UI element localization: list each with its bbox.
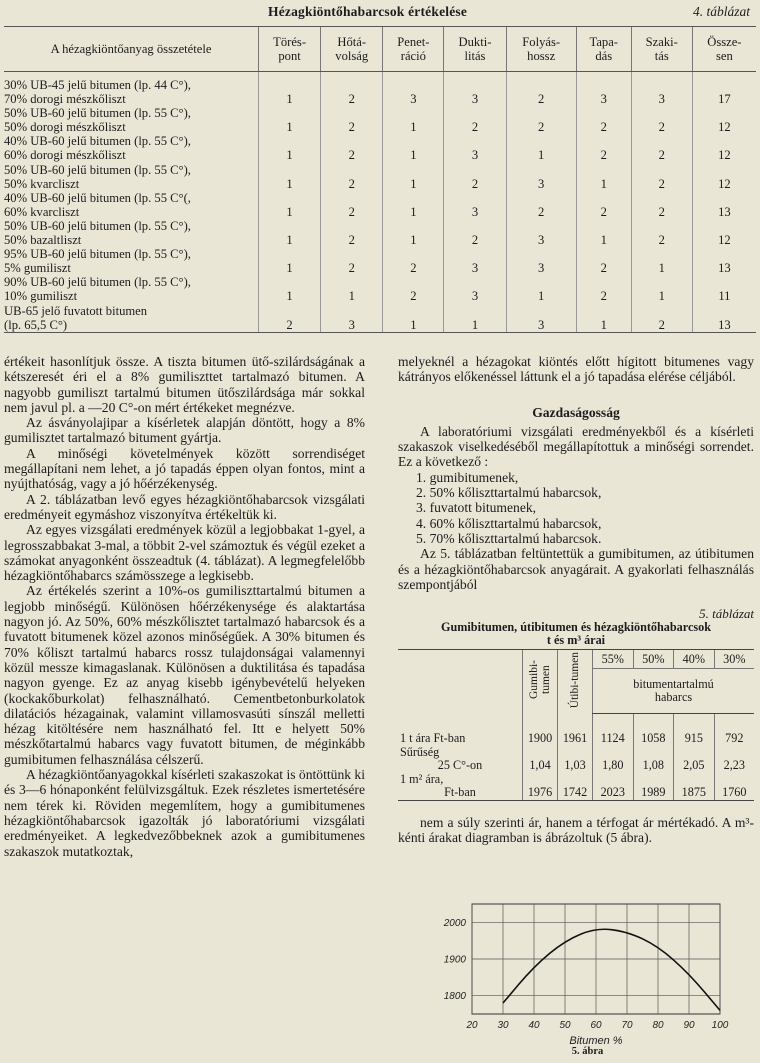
composition-line-2: 50% dorogi mészkőliszt bbox=[4, 120, 126, 135]
score-cell: 2 bbox=[576, 275, 631, 303]
composition-line-2: (lp. 65,5 C°) bbox=[4, 317, 68, 332]
price-cell: 1,08 bbox=[633, 759, 674, 773]
price-cell: 2,05 bbox=[674, 759, 715, 773]
chart-caption: 5. ábra bbox=[571, 1046, 604, 1057]
table-row bbox=[4, 219, 756, 247]
score-cell: 1 bbox=[444, 304, 506, 333]
score-cell: 2 bbox=[383, 275, 444, 303]
table-row bbox=[398, 773, 754, 787]
table5-header-pct-2: 40% bbox=[674, 650, 715, 669]
x-axis-label: Bitumen % bbox=[569, 1035, 623, 1046]
score-cell: 1 bbox=[631, 247, 692, 275]
right-text-column bbox=[398, 354, 754, 846]
x-tick-label: 40 bbox=[528, 1020, 540, 1031]
composition-line-1: 50% UB-60 jelű bitumen (lp. 55 C°), bbox=[4, 162, 191, 177]
score-cell: 2 bbox=[383, 247, 444, 275]
score-cell: 2 bbox=[506, 106, 576, 134]
score-cell: 2 bbox=[321, 163, 383, 191]
price-cell bbox=[714, 746, 754, 760]
composition-cell bbox=[4, 134, 259, 162]
score-cell: 11 bbox=[692, 275, 756, 303]
price-cell: 1,04 bbox=[523, 759, 558, 773]
right-after-table-paragraph: nem a súly szerinti ár, hanem a térfogat ár mértékadó. A m³-kénti árakat diagramban is ábrázoltuk (5 ábra). bbox=[398, 814, 754, 846]
score-cell: 1 bbox=[321, 275, 383, 303]
price-cell: 915 bbox=[674, 714, 715, 746]
table5-number: 5. táblázat bbox=[699, 606, 754, 622]
quality-order-list bbox=[398, 470, 754, 546]
score-cell: 3 bbox=[444, 72, 506, 107]
table-row bbox=[398, 746, 754, 760]
score-cell: 1 bbox=[576, 163, 631, 191]
price-cell: 1976 bbox=[523, 786, 558, 800]
score-cell: 1 bbox=[576, 304, 631, 333]
table4-title: Hézagkiöntőhabarcsok értékelése bbox=[268, 4, 468, 19]
price-cell: 1,03 bbox=[558, 759, 593, 773]
price-cell bbox=[593, 773, 634, 787]
left-paragraph-1: Az ásványolajipar a kísérletek alapján döntött, hogy a 8% gumilisztet tartalmazó bitument gyártja. bbox=[4, 415, 365, 446]
price-cell bbox=[558, 773, 593, 787]
score-cell: 2 bbox=[444, 219, 506, 247]
table4-header-row bbox=[4, 27, 756, 72]
score-cell: 3 bbox=[444, 275, 506, 303]
list-item: 5. 70% kőliszttartalmú habarcsok. bbox=[416, 530, 602, 546]
table5 bbox=[398, 649, 754, 801]
price-cell: 1,80 bbox=[593, 759, 634, 773]
price-cell bbox=[558, 746, 593, 760]
left-paragraph-3: A 2. táblázatban levő egyes hézagkiöntőhabarcsok vizsgálati eredményeit egymáshoz viszonyítva értékeltük ki. bbox=[4, 491, 365, 522]
y-tick-label: 2000 bbox=[443, 917, 466, 929]
score-cell: 2 bbox=[576, 134, 631, 162]
composition-line-2: 50% bazaltliszt bbox=[4, 233, 82, 248]
composition-line-2: 60% kvarcliszt bbox=[4, 204, 80, 219]
composition-line-2: 60% dorogi mészkőliszt bbox=[4, 148, 126, 163]
table-row bbox=[4, 72, 756, 107]
score-cell: 1 bbox=[259, 191, 321, 219]
composition-cell bbox=[4, 106, 259, 134]
score-cell: 2 bbox=[444, 106, 506, 134]
score-cell: 1 bbox=[259, 163, 321, 191]
score-cell: 1 bbox=[383, 219, 444, 247]
composition-line-1: 95% UB-60 jelű bitumen (lp. 55 C°), bbox=[4, 247, 191, 262]
price-cell: 1742 bbox=[558, 786, 593, 800]
price-cell: 1961 bbox=[558, 714, 593, 746]
table-row bbox=[4, 106, 756, 134]
x-tick-label: 70 bbox=[621, 1020, 633, 1031]
left-text-column bbox=[4, 354, 365, 859]
composition-line-2: 10% gumiliszt bbox=[4, 289, 78, 304]
score-cell: 2 bbox=[576, 191, 631, 219]
score-cell: 2 bbox=[631, 134, 692, 162]
price-cell: 1760 bbox=[714, 786, 754, 800]
composition-line-1: 40% UB-60 jelű bitumen (lp. 55 C°), bbox=[4, 134, 191, 149]
composition-line-2: 70% dorogi mészkőliszt bbox=[4, 92, 126, 107]
table5-header-gumibitumen bbox=[523, 650, 558, 714]
score-cell: 1 bbox=[259, 106, 321, 134]
score-cell: 1 bbox=[506, 275, 576, 303]
x-tick-label: 50 bbox=[559, 1020, 571, 1031]
table5-subheader: bitumentartalmú habarcs bbox=[593, 669, 755, 714]
score-cell: 1 bbox=[383, 134, 444, 162]
table4-col-header-1: Törés- pont bbox=[259, 27, 321, 72]
score-cell: 2 bbox=[321, 219, 383, 247]
composition-cell bbox=[4, 247, 259, 275]
table5-caption-line1: Gumibitumen, útibitumen és hézagkiöntőhabarcsok bbox=[441, 620, 711, 635]
price-cell: 1058 bbox=[633, 714, 674, 746]
x-tick-label: 30 bbox=[497, 1020, 509, 1031]
composition-line-1: 50% UB-60 jelű bitumen (lp. 55 C°), bbox=[4, 218, 191, 233]
price-cell bbox=[714, 773, 754, 787]
price-chart bbox=[420, 896, 755, 1056]
score-cell: 1 bbox=[576, 219, 631, 247]
score-cell: 12 bbox=[692, 134, 756, 162]
score-cell: 2 bbox=[321, 72, 383, 107]
x-tick-label: 20 bbox=[466, 1020, 478, 1031]
table-row bbox=[398, 759, 754, 773]
composition-line-1: 30% UB-45 jelű bitumen (lp. 44 C°), bbox=[4, 78, 191, 92]
x-tick-label: 100 bbox=[711, 1020, 729, 1031]
score-cell: 2 bbox=[321, 191, 383, 219]
score-cell: 3 bbox=[506, 163, 576, 191]
x-tick-label: 90 bbox=[683, 1020, 695, 1031]
score-cell: 2 bbox=[506, 72, 576, 107]
table4-col-header-2: Hőtá- volság bbox=[321, 27, 383, 72]
price-cell: 1875 bbox=[674, 786, 715, 800]
table5-header-pct-1: 50% bbox=[633, 650, 674, 669]
table-row bbox=[4, 191, 756, 219]
composition-line-2: 50% kvarcliszt bbox=[4, 176, 80, 191]
right-intro-paragraph: melyeknél a hézagokat kiöntés előtt hígitott bitumenes vagy kátrányos előkenéssel láttunk el a jó tapadása elérése céljából. bbox=[398, 354, 754, 385]
table5-caption bbox=[398, 621, 754, 647]
score-cell: 1 bbox=[259, 275, 321, 303]
score-cell: 13 bbox=[692, 191, 756, 219]
composition-cell bbox=[4, 72, 259, 107]
score-cell: 1 bbox=[259, 72, 321, 107]
table-row bbox=[4, 275, 756, 303]
table-row bbox=[4, 134, 756, 162]
table-row bbox=[4, 247, 756, 275]
composition-line-1: UB-65 jelő fuvatott bitumen bbox=[4, 303, 148, 318]
table4-col-header-0: A hézagkiöntőanyag összetétele bbox=[4, 27, 259, 72]
table5-header-pct-0: 55% bbox=[593, 650, 634, 669]
table4-col-header-7: Szaki- tás bbox=[631, 27, 692, 72]
price-cell: 2,23 bbox=[714, 759, 754, 773]
score-cell: 12 bbox=[692, 163, 756, 191]
score-cell: 2 bbox=[631, 163, 692, 191]
score-cell: 1 bbox=[259, 247, 321, 275]
score-cell: 2 bbox=[631, 191, 692, 219]
score-cell: 1 bbox=[259, 219, 321, 247]
score-cell: 1 bbox=[259, 134, 321, 162]
score-cell: 3 bbox=[506, 219, 576, 247]
table5-body bbox=[398, 714, 754, 801]
table5-header-gumibitumen-text: Gumibi-tumen bbox=[528, 660, 552, 700]
score-cell: 3 bbox=[631, 72, 692, 107]
composition-line-2: 5% gumiliszt bbox=[4, 261, 71, 276]
table5-corner-cell bbox=[398, 650, 523, 714]
score-cell: 2 bbox=[321, 247, 383, 275]
score-cell: 3 bbox=[444, 134, 506, 162]
table4-col-header-4: Dukti- litás bbox=[444, 27, 506, 72]
score-cell: 3 bbox=[506, 247, 576, 275]
score-cell: 3 bbox=[383, 72, 444, 107]
score-cell: 3 bbox=[321, 304, 383, 333]
price-chart-svg bbox=[420, 896, 755, 1046]
score-cell: 1 bbox=[631, 275, 692, 303]
left-paragraph-0: értékeit hasonlítjuk össze. A tiszta bitumen ütő-szilárdságának a kétszeresét éri el a 8% gumiliszttet tartalmazó bitumen. A nagyobb gumiliszt tartalmú bitumen ütőszilárdsága már sokkal nem javul pl. a —20 C°-on mért értékeket megnézve. bbox=[4, 354, 365, 415]
score-cell: 3 bbox=[506, 304, 576, 333]
price-cell bbox=[523, 773, 558, 787]
right-paragraph-2: Az 5. táblázatban feltüntettük a gumibitumen, az útibitumen és a hézagkiöntőhabarcsok anyagárait. A gyakorlati felhasználás szempontjából bbox=[398, 546, 754, 592]
table5-header-row-1 bbox=[398, 650, 754, 669]
table-row bbox=[398, 714, 754, 746]
section-title-gazdasagossag: Gazdaságosság bbox=[532, 404, 620, 420]
list-item: 2. 50% kőliszttartalmú habarcsok, bbox=[416, 485, 602, 501]
x-tick-label: 60 bbox=[590, 1020, 602, 1031]
y-tick-label: 1800 bbox=[443, 991, 466, 1003]
score-cell: 12 bbox=[692, 106, 756, 134]
table4-body bbox=[4, 72, 756, 333]
composition-cell bbox=[4, 304, 259, 333]
score-cell: 3 bbox=[444, 247, 506, 275]
price-cell: 2023 bbox=[593, 786, 634, 800]
score-cell: 13 bbox=[692, 247, 756, 275]
table5-caption-line2: t és m³ árai bbox=[546, 633, 606, 648]
table5-header-pct-3: 30% bbox=[714, 650, 754, 669]
table-row bbox=[4, 304, 756, 333]
x-tick-label: 80 bbox=[652, 1020, 664, 1031]
price-cell bbox=[633, 773, 674, 787]
price-cell: 1124 bbox=[593, 714, 634, 746]
table5-header-utibitumen bbox=[558, 650, 593, 714]
row-label: Ft-ban bbox=[398, 786, 523, 800]
table5-header-utibitumen-text: Útibi-tumen bbox=[569, 652, 581, 709]
table4-header bbox=[0, 4, 760, 24]
price-cell bbox=[674, 773, 715, 787]
composition-cell bbox=[4, 191, 259, 219]
table4-col-header-5: Folyás- hossz bbox=[506, 27, 576, 72]
score-cell: 12 bbox=[692, 219, 756, 247]
composition-line-1: 90% UB-60 jelű bitumen (lp. 55 C°), bbox=[4, 275, 191, 290]
score-cell: 3 bbox=[576, 72, 631, 107]
score-cell: 2 bbox=[321, 134, 383, 162]
table4-number: 4. táblázat bbox=[692, 4, 750, 19]
price-cell bbox=[674, 746, 715, 760]
row-label: 1 m² ára, bbox=[400, 771, 444, 786]
composition-cell bbox=[4, 163, 259, 191]
left-paragraph-4: Az egyes vizsgálati eredmények közül a legjobbakat 1-gyel, a legrosszabbakat 3-mal, a többit 2-vel számoztuk és végül ezeket a számokat anyagonként összeadtuk (4. táblázat). A legmegfelelőbb hézagkiöntőhabarcs számösszege a legkisebb. bbox=[4, 522, 365, 584]
right-paragraph-1: A laboratóriumi vizsgálati eredményekből és a kísérleti szakaszok viselkedéséből megállapítottuk a minőségi sorrendet. Ez a következő : bbox=[398, 423, 754, 470]
composition-cell bbox=[4, 275, 259, 303]
score-cell: 1 bbox=[383, 304, 444, 333]
row-label: 1 t ára Ft-ban bbox=[400, 731, 466, 746]
score-cell: 2 bbox=[506, 191, 576, 219]
row-label: Sűrűség bbox=[400, 744, 440, 759]
score-cell: 1 bbox=[383, 106, 444, 134]
score-cell: 3 bbox=[444, 191, 506, 219]
score-cell: 13 bbox=[692, 304, 756, 333]
table-row bbox=[4, 163, 756, 191]
table4 bbox=[4, 26, 756, 333]
score-cell: 1 bbox=[383, 163, 444, 191]
list-item: 3. fuvatott bitumenek, bbox=[416, 500, 537, 516]
price-cell: 792 bbox=[714, 714, 754, 746]
price-cell bbox=[593, 746, 634, 760]
score-cell: 2 bbox=[631, 304, 692, 333]
score-cell: 2 bbox=[321, 106, 383, 134]
score-cell: 2 bbox=[631, 219, 692, 247]
left-paragraph-2: A minőségi követelmények között sorrendiséget megállapítani nem lehet, a jó tapadás éppen olyan fontos, mint a nyújthatóság, vagy a jó hőérzékenység. bbox=[4, 445, 365, 492]
left-paragraph-5: Az értékelés szerint a 10%-os gumiliszttartalmú bitumen a legjobb minőségű. Különösen hőérzékenysége és alaktartása nagyon jó. Az 50%, 60% mészkőlisztet tartalmazó habarcsok és a fuvatott bitumenek közel azonos minőségűek. A 30% bitumen és 70% kőliszt tartalmú habarcs rossz tulajdonságai valamennyi közül messze kimagaslanak. Különösen a duktilitása és tapadása nagyon gyenge. Ez az anyag kisebb igénybevételű helyeken (kockakőburkolat) felhasználható. Cementbetonburkolatok dilatációs hézagainak, valamint villamosvasúti sínszál melletti hézag kitöltésére nem használható fel. Itt e helyett 50% mészkőtartalmú habarcs vagy fuvatott bitumen, de méginkább gumibitumen felhasználása célszerű. bbox=[4, 583, 365, 767]
price-cell: 1989 bbox=[633, 786, 674, 800]
table4-col-header-8: Össze- sen bbox=[692, 27, 756, 72]
table-row bbox=[398, 786, 754, 800]
composition-line-1: 40% UB-60 jelű bitumen (lp. 55 C°(, bbox=[4, 190, 191, 205]
score-cell: 2 bbox=[576, 247, 631, 275]
series-line-0 bbox=[503, 929, 720, 1010]
score-cell: 2 bbox=[576, 106, 631, 134]
score-cell: 1 bbox=[506, 134, 576, 162]
price-cell: 1900 bbox=[523, 714, 558, 746]
list-item: 1. gumibitumenek, bbox=[416, 469, 519, 485]
score-cell: 2 bbox=[444, 163, 506, 191]
y-tick-label: 1900 bbox=[443, 954, 466, 966]
price-cell bbox=[633, 746, 674, 760]
score-cell: 17 bbox=[692, 72, 756, 107]
score-cell: 2 bbox=[631, 106, 692, 134]
score-cell: 2 bbox=[259, 304, 321, 333]
table4-col-header-3: Penet- ráció bbox=[383, 27, 444, 72]
score-cell: 1 bbox=[383, 191, 444, 219]
table4-col-header-6: Tapa- dás bbox=[576, 27, 631, 72]
row-label: 25 C°-on bbox=[437, 758, 483, 773]
composition-line-1: 50% UB-60 jelű bitumen (lp. 55 C°), bbox=[4, 106, 191, 121]
composition-cell bbox=[4, 219, 259, 247]
price-cell bbox=[523, 746, 558, 760]
list-item: 4. 60% kőliszttartalmú habarcsok, bbox=[416, 515, 602, 531]
left-paragraph-6: A hézagkiöntőanyagokkal kísérleti szakaszokat is öntöttünk ki és 3—6 hónaponként felülvizsgáltuk. Ezek részletes ismertetésére nem térek ki. Röviden megemlítem, hogy a gumibitumenes hézagkiöntőhabarcsok igazolták jó laboratóriumi vizsgálati eredményeiket. A legkedvezőbbeknek azok a gumibitumenes szakaszok mutatkoztak, bbox=[4, 767, 366, 859]
